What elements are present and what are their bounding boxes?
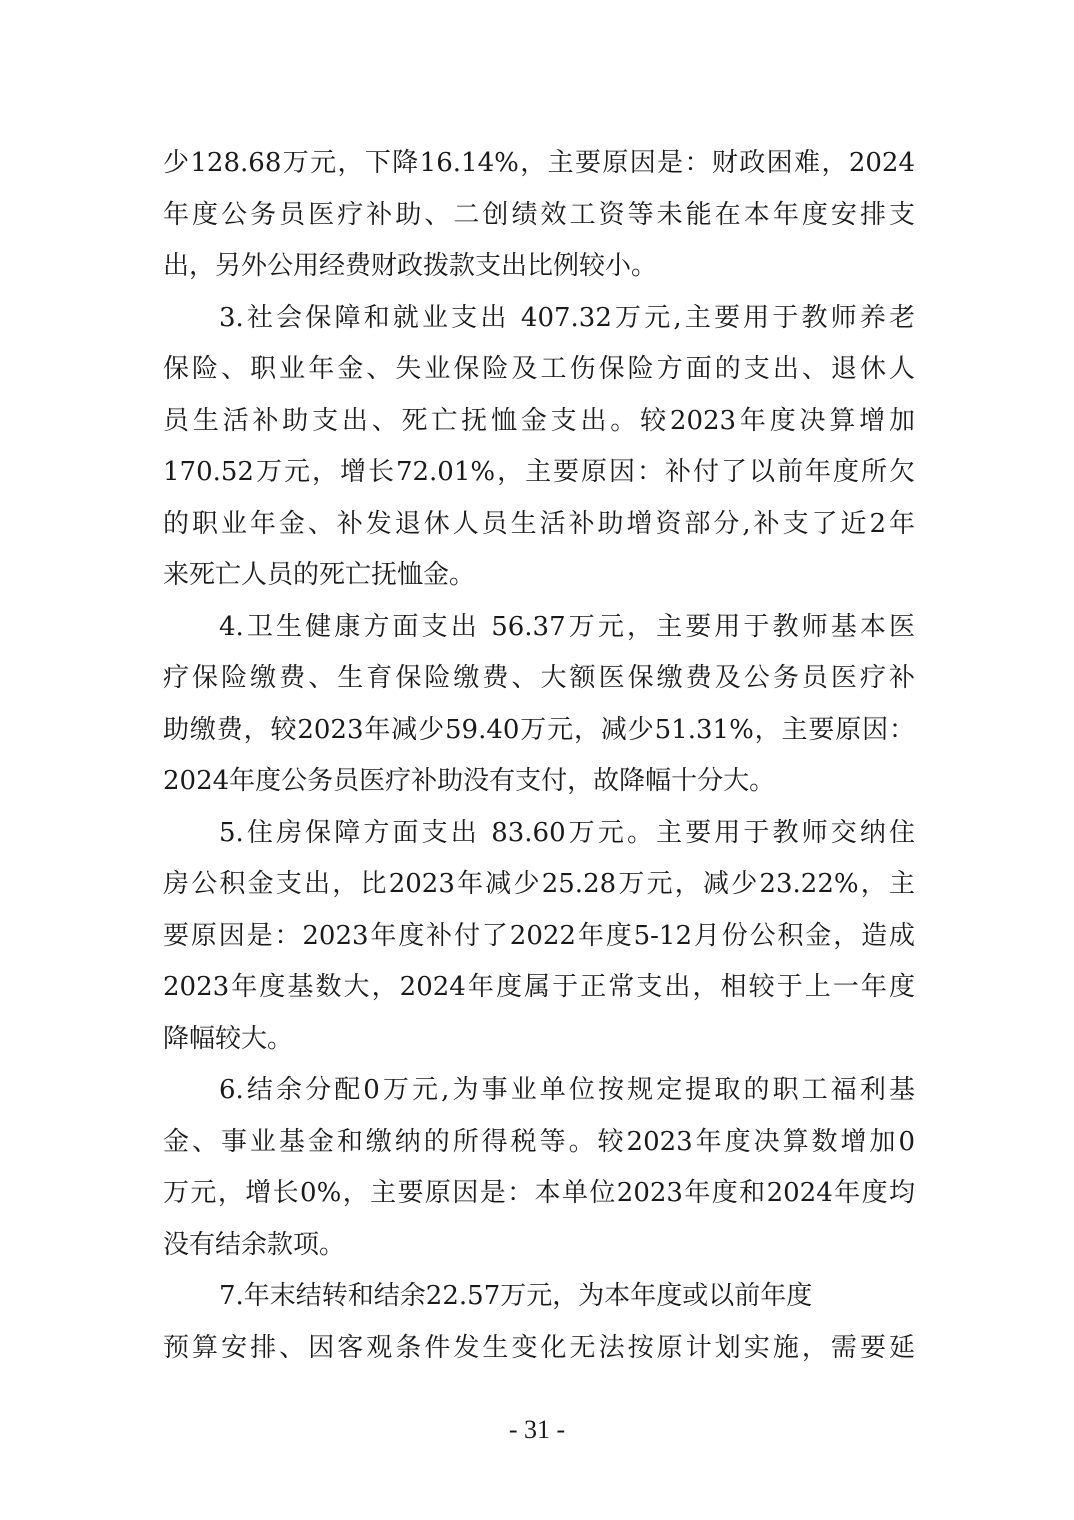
- text-line: 万元，增长0%，主要原因是：本单位2023年度和2024年度均: [163, 1178, 915, 1208]
- text-line: 出，另外公用经费财政拨款支出比例较小。: [163, 251, 658, 281]
- text-line: 保险、职业年金、失业保险及工伤保险方面的支出、退休人: [163, 354, 915, 384]
- text-line: 没有结余款项。: [163, 1229, 346, 1260]
- text-line: 房公积金支出，比2023年减少25.28万元，减少23.22%，主: [163, 869, 915, 899]
- text-line: 降幅较大。: [163, 1023, 294, 1054]
- text-line: 170.52万元，增长72.01%，主要原因：补付了以前年度所欠: [163, 457, 915, 487]
- body-text: [163, 138, 915, 1374]
- text-line: 来死亡人员的死亡抚恤金。: [163, 560, 476, 590]
- text-line: 3.社会保障和就业支出 407.32万元,主要用于教师养老: [219, 302, 915, 333]
- text-line: 年度公务员医疗补助、二创绩效工资等未能在本年度安排支: [163, 199, 915, 230]
- text-line: 员生活补助支出、死亡抚恤金支出。较2023年度决算增加: [163, 405, 915, 436]
- text-line: 5.住房保障方面支出 83.60万元。主要用于教师交纳住: [219, 817, 915, 848]
- text-line: 7.年末结转和结余22.57万元，为本年度或以前年度: [219, 1281, 813, 1311]
- text-line: 2024年度公务员医疗补助没有支付，故降幅十分大。: [163, 766, 776, 796]
- text-line: 预算安排、因客观条件发生变化无法按原计划实施，需要延: [163, 1332, 915, 1363]
- text-line: 助缴费，较2023年减少59.40万元，减少51.31%，主要原因：: [163, 714, 915, 745]
- text-line: 2023年度基数大，2024年度属于正常支出，相较于上一年度: [163, 972, 915, 1002]
- text-line: 要原因是：2023年度补付了2022年度5-12月份公积金，造成: [163, 920, 915, 951]
- text-line: 4.卫生健康方面支出 56.37万元，主要用于教师基本医: [219, 611, 915, 642]
- text-line: 的职业年金、补发退休人员生活补助增资部分,补支了近2年: [163, 508, 915, 539]
- text-line: 少128.68万元，下降16.14%，主要原因是：财政困难，2024: [163, 148, 915, 178]
- text-line: 6.结余分配0万元,为事业单位按规定提取的职工福利基: [219, 1075, 915, 1105]
- text-line: 金、事业基金和缴纳的所得税等。较2023年度决算数增加0: [163, 1126, 915, 1157]
- page-number: - 31 -: [508, 1415, 566, 1444]
- text-line: 疗保险缴费、生育保险缴费、大额医保缴费及公务员医疗补: [163, 663, 915, 693]
